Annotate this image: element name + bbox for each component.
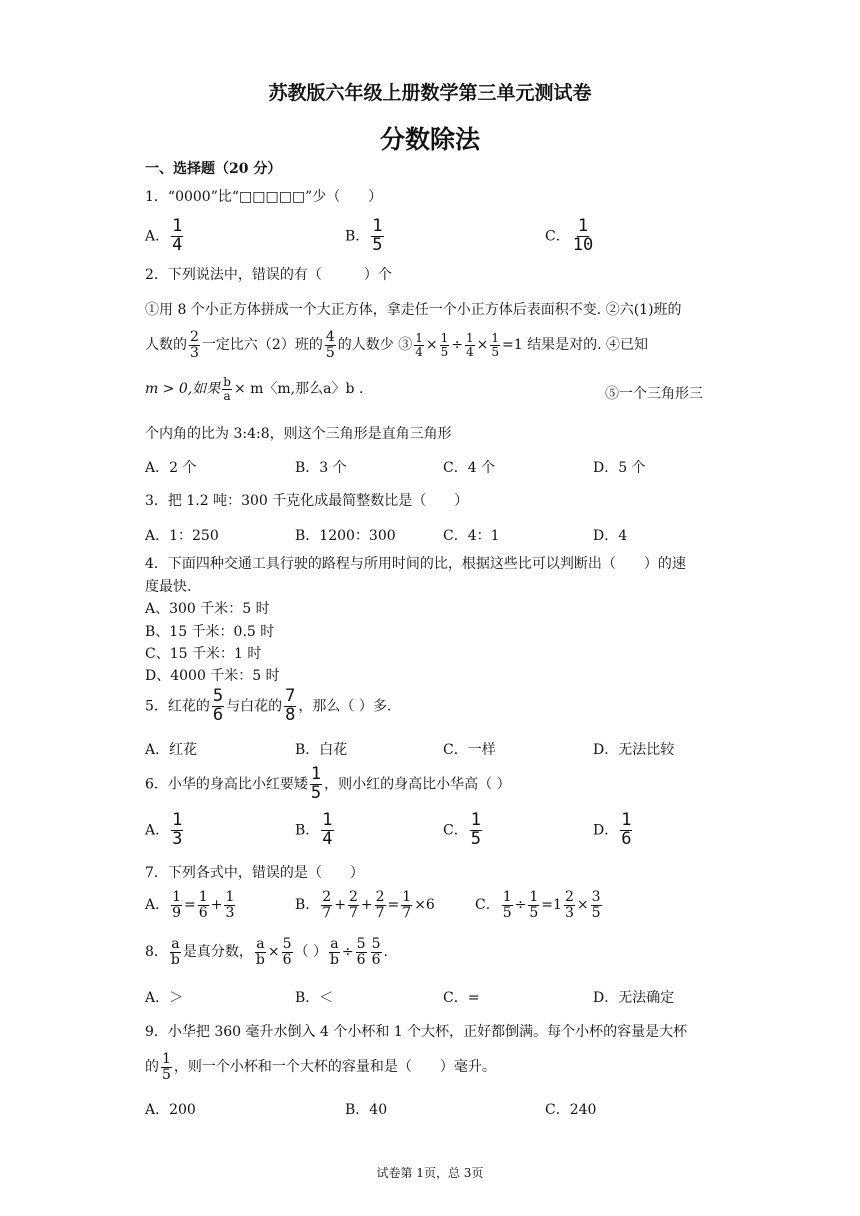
fraction — [325, 330, 336, 360]
text-segment: × — [267, 944, 280, 961]
numerator: 2 — [564, 889, 574, 905]
fraction — [502, 890, 513, 920]
fraction — [371, 218, 383, 255]
fraction — [212, 688, 224, 725]
option-label: B． — [345, 228, 370, 245]
fraction — [348, 890, 359, 920]
text-segment: 的人数少 ③ — [337, 337, 413, 354]
denominator: 4 — [322, 828, 333, 849]
fraction — [171, 812, 183, 849]
numerator: 1 — [529, 889, 539, 905]
text-segment: ÷ — [514, 897, 527, 914]
q4-option-a: A、300 千米：5 时 — [145, 601, 270, 617]
numerator: 1 — [172, 216, 183, 236]
denominator: 5 — [372, 234, 383, 255]
fraction — [189, 330, 200, 360]
numerator: a — [330, 936, 339, 952]
q3-option-b: B．1200：300 — [295, 528, 396, 544]
fraction — [170, 937, 181, 967]
denominator: 5 — [529, 904, 539, 921]
text-segment: C． — [443, 822, 468, 839]
q3-option-a: A．1：250 — [145, 528, 219, 544]
denominator: 5 — [162, 1066, 171, 1083]
q6-option-b — [295, 812, 336, 849]
fraction — [401, 890, 412, 920]
fraction — [198, 890, 209, 920]
q9-option-b: B．40 — [345, 1102, 388, 1118]
text-segment: + — [334, 897, 346, 914]
q9-option-c: C．240 — [545, 1102, 597, 1118]
denominator: 5 — [470, 828, 481, 849]
numerator: 1 — [198, 889, 208, 905]
q1-option-c — [545, 218, 596, 255]
numerator: 1 — [172, 889, 182, 905]
text-segment: . — [383, 944, 388, 961]
q2-statement-line-2 — [145, 330, 648, 360]
numerator: 7 — [285, 686, 296, 706]
text-segment: 与白花的 — [226, 698, 283, 715]
numerator: 1 — [322, 810, 333, 830]
fraction — [591, 890, 602, 920]
text-segment: 5．红花的 — [145, 698, 210, 715]
q6-option-d — [593, 812, 634, 849]
text-segment: 的 — [145, 1059, 159, 1076]
numerator: 2 — [322, 889, 332, 905]
text-segment: 8． — [145, 944, 168, 961]
numerator: 1 — [621, 810, 632, 830]
fraction — [572, 218, 594, 255]
denominator: 5 — [491, 344, 499, 359]
fraction — [465, 332, 475, 358]
numerator: 1 — [162, 1051, 171, 1067]
q7-option-a — [145, 890, 237, 920]
fraction — [282, 937, 293, 967]
fraction — [356, 937, 367, 967]
question-4-stem-line-2: 度最快. — [145, 579, 192, 595]
section-heading: 一、选择题（20 分） — [145, 161, 282, 177]
fraction — [375, 890, 386, 920]
denominator: 5 — [325, 344, 335, 361]
q2-option-d: D．5 个 — [593, 460, 646, 476]
text-segment: 6．小华的身高比小红要矮 — [145, 776, 308, 793]
question-5-stem — [145, 688, 391, 725]
text-segment: =1 结果是对的. ④已知 — [501, 337, 648, 354]
exam-subtitle: 分数除法 — [379, 125, 480, 154]
text-segment: ，则一个小杯和一个大杯的容量和是（ ）毫升。 — [173, 1059, 496, 1076]
denominator: 3 — [564, 904, 574, 921]
question-4-stem-line-1: 4．下面四种交通工具行驶的路程与所用时间的比，根据这些比可以判断出（ ）的速 — [145, 556, 686, 572]
numerator: a — [256, 936, 265, 952]
text-segment: × m〈m,那么a〉b . — [233, 381, 364, 398]
fraction — [222, 376, 232, 402]
fraction — [321, 812, 333, 849]
page-footer: 试卷第 1页，总 3页 — [376, 1166, 484, 1180]
denominator: 5 — [591, 904, 601, 921]
fraction — [171, 890, 182, 920]
denominator: 7 — [402, 904, 412, 921]
fraction — [255, 937, 266, 967]
q2-statement-line-3 — [145, 376, 363, 402]
q3-option-d: D．4 — [593, 528, 628, 544]
q2-statement-line-1: ①用 8 个小正方体拼成一个大正方体，拿走任一个小正方体后表面积不变. ②六(1)班的 — [145, 302, 682, 318]
numerator: 1 — [470, 810, 481, 830]
numerator: 5 — [356, 936, 366, 952]
numerator: 2 — [348, 889, 358, 905]
denominator: 6 — [371, 951, 381, 968]
denominator: 3 — [225, 904, 235, 921]
text-segment: ，那么（ ）多. — [298, 698, 392, 715]
text-segment: A． — [145, 897, 170, 914]
text-segment: 人数的 — [145, 337, 187, 354]
fraction — [371, 937, 382, 967]
fraction — [620, 812, 632, 849]
numerator: 1 — [225, 889, 235, 905]
fraction — [490, 332, 500, 358]
denominator: a — [223, 388, 231, 403]
numerator: b — [223, 375, 231, 389]
q3-option-c: C．4：1 — [443, 528, 500, 544]
q1-option-b — [345, 218, 386, 255]
numerator: 2 — [375, 889, 385, 905]
numerator: 1 — [372, 216, 383, 236]
text-segment: 一定比六（2）班的 — [201, 337, 323, 354]
text-segment: ÷ — [451, 337, 463, 354]
question-3-stem: 3．把 1.2 吨：300 千克化成最简整数比是（ ） — [145, 493, 469, 509]
denominator: 7 — [322, 904, 332, 921]
q8-option-b: B．＜ — [295, 990, 334, 1006]
q2-statement-5: ⑤一个三角形三 — [605, 386, 703, 402]
numerator: 1 — [440, 331, 449, 346]
numerator: 1 — [415, 331, 423, 346]
numerator: a — [171, 936, 180, 952]
denominator: b — [170, 951, 180, 968]
fraction — [528, 890, 539, 920]
text-segment: = — [387, 897, 400, 914]
text-segment: B． — [295, 897, 320, 914]
numerator: 5 — [282, 936, 292, 952]
text-segment: ÷ — [341, 944, 354, 961]
question-8-stem — [145, 937, 388, 967]
question-9-stem-line-1: 9．小华把 360 毫升水倒入 4 个小杯和 1 个大杯，正好都倒满。每个小杯的容量是大杯 — [145, 1024, 688, 1040]
numerator: 1 — [465, 331, 474, 346]
q4-option-c: C、15 千米：1 时 — [145, 646, 262, 662]
text-segment: m > 0,如果 — [145, 381, 221, 398]
denominator: 3 — [190, 344, 199, 361]
q5-option-b: B．白花 — [295, 742, 348, 758]
denominator: 3 — [172, 828, 183, 849]
option-label: A． — [145, 228, 170, 245]
fraction — [310, 766, 322, 803]
text-segment: × — [476, 337, 489, 354]
text-segment: ×6 — [414, 897, 435, 914]
denominator: 9 — [172, 904, 182, 921]
q7-option-b — [295, 890, 435, 920]
text-segment: × — [425, 337, 438, 354]
text-segment: 是真分数， — [182, 944, 253, 961]
q2-option-c: C．4 个 — [443, 460, 496, 476]
q6-option-a — [145, 812, 185, 849]
denominator: 4 — [415, 344, 423, 359]
text-segment: + — [360, 897, 373, 914]
numerator: 3 — [591, 889, 601, 905]
denominator: 6 — [282, 951, 292, 968]
numerator: 5 — [371, 936, 381, 952]
fraction — [284, 688, 296, 725]
fraction — [564, 890, 575, 920]
q1-option-a — [145, 218, 185, 255]
q9-option-a: A．200 — [145, 1102, 196, 1118]
text-segment: + — [210, 897, 223, 914]
q2-option-a: A．2 个 — [145, 460, 197, 476]
fraction — [440, 332, 450, 358]
denominator: 6 — [356, 951, 366, 968]
q8-option-a: A．＞ — [145, 990, 184, 1006]
text-segment: C． — [475, 897, 500, 914]
question-6-stem — [145, 766, 511, 803]
q8-option-d: D．无法确定 — [593, 990, 675, 1006]
denominator: b — [329, 951, 339, 968]
q6-option-c — [443, 812, 484, 849]
exam-title: 苏教版六年级上册数学第三单元测试卷 — [268, 82, 592, 104]
denominator: 5 — [502, 904, 512, 921]
denominator: 4 — [172, 234, 183, 255]
fraction — [414, 332, 424, 358]
q5-option-a: A．红花 — [145, 742, 198, 758]
text-segment: ，则小红的身高比小华高（ ） — [324, 776, 511, 793]
question-1-stem: 1．“0000”比“□□□□□”少（ ） — [145, 189, 383, 205]
denominator: 8 — [285, 704, 296, 725]
numerator: 2 — [190, 329, 199, 345]
q5-option-c: C．一样 — [443, 742, 496, 758]
text-segment: =1 — [541, 897, 562, 914]
fraction — [161, 1052, 172, 1082]
denominator: 6 — [212, 704, 224, 725]
numerator: 1 — [502, 889, 512, 905]
question-9-stem-line-2 — [145, 1052, 496, 1082]
fraction — [329, 937, 340, 967]
numerator: 1 — [577, 216, 589, 236]
numerator: 5 — [212, 686, 224, 706]
q4-option-d: D、4000 千米：5 时 — [145, 668, 280, 684]
numerator: 1 — [491, 331, 499, 346]
denominator: 6 — [198, 904, 208, 921]
denominator: 7 — [375, 904, 385, 921]
denominator: 10 — [572, 234, 594, 255]
denominator: 4 — [465, 344, 474, 359]
question-7-stem: 7．下列各式中，错误的是（ ） — [145, 865, 364, 881]
fraction — [321, 890, 332, 920]
numerator: 4 — [325, 329, 335, 345]
numerator: 1 — [310, 764, 322, 784]
text-segment: （ ） — [294, 944, 327, 961]
denominator: 5 — [440, 344, 449, 359]
q5-option-d: D．无法比较 — [593, 742, 675, 758]
q4-option-b: B、15 千米：0.5 时 — [145, 624, 275, 640]
text-segment: D． — [593, 822, 619, 839]
text-segment: = — [184, 897, 196, 914]
q8-option-c: C．= — [443, 990, 480, 1006]
denominator: 7 — [348, 904, 358, 921]
text-segment: A． — [145, 822, 170, 839]
denominator: 5 — [310, 782, 322, 803]
q2-statement-line-4: 个内角的比为 3:4:8，则这个三角形是直角三角形 — [145, 426, 452, 442]
q2-option-b: B．3 个 — [295, 460, 347, 476]
fraction — [470, 812, 482, 849]
fraction — [171, 218, 183, 255]
denominator: b — [255, 951, 265, 968]
numerator: 1 — [402, 889, 412, 905]
text-segment: × — [576, 897, 589, 914]
q7-option-c — [475, 890, 604, 920]
numerator: 1 — [172, 810, 183, 830]
question-2-stem: 2．下列说法中，错误的有（ ）个 — [145, 267, 392, 283]
denominator: 6 — [621, 828, 632, 849]
option-label: C． — [545, 228, 570, 245]
fraction — [224, 890, 235, 920]
text-segment: B． — [295, 822, 320, 839]
